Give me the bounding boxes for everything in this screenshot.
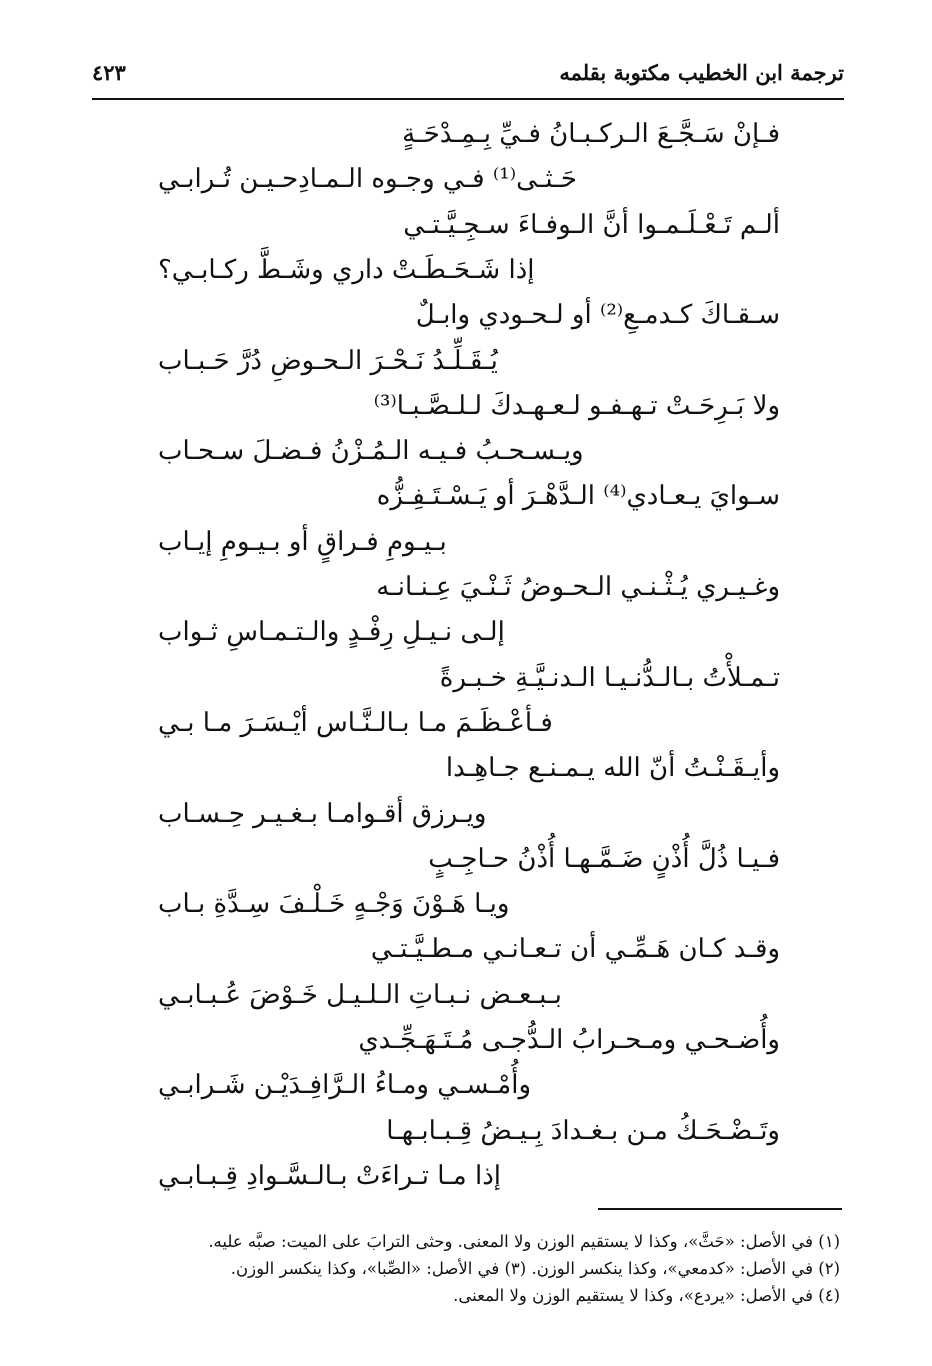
verse-line: سـقـاكَ كـدمـعِ⁽²⁾ أو لـحـودي وابـلٌ	[415, 300, 780, 331]
verse-line: وأيـقَـنْـتُ أنّ الله يـمـنـع جـاهِـدا	[445, 753, 780, 784]
verse-line: سـوايَ يـعـادي⁽⁴⁾ الـدَّهْـرَ أو يَـسْـتَـفِـزُّه	[376, 481, 780, 512]
header-rule	[92, 98, 844, 100]
verse-line: حَـثـى⁽¹⁾ فـي وجـوه الـمـادِحـيـن تُـرابـي	[158, 164, 577, 195]
verse-line: وأُمْـسـي ومـاءُ الـرَّافِـدَيْـن شَـرابـي	[158, 1070, 532, 1101]
footnote: (١) في الأصل: «حَثَّ»، وكذا لا يستقيم الوزن ولا المعنى. وحثى الترابَ على الميت: صبَّه عليه.	[208, 1232, 840, 1251]
verse-line: ألـم تَـعْـلَـمـوا أنَّ الـوفـاءَ سـجِـيَّـتـي	[403, 209, 780, 240]
footnote: (٤) في الأصل: «يردع»، وكذا لا يستقيم الوزن ولا المعنى.	[453, 1286, 840, 1305]
verse-line: ويـرزق أقـوامـا بـغـيـر حِـسـاب	[158, 798, 487, 829]
running-title: ترجمة ابن الخطيب مكتوبة بقلمه	[559, 60, 844, 85]
verse-line: إذا مـا تـراءَتْ بـالـسَّـوادِ قِـبـابـي	[158, 1160, 501, 1191]
page-number: ٤٢٣	[92, 60, 126, 85]
verse-line: فـأعْـظَـمَ مـا بـالـنَّـاس أيْـسَـرَ مـا بـي	[158, 707, 553, 738]
verse-line: ويـا هَـوْنَ وَجْـهٍ خَـلْـفَ سِـدَّةِ بـاب	[158, 889, 510, 920]
footnote: (٢) في الأصل: «كدمعي»، وكذا ينكسر الوزن. (٣) في الأصل: «الصِّبا»، وكذا ينكسر الوزن.	[230, 1259, 840, 1278]
verse-line: فـإنْ سَـجَّـعَ الـركـبـانُ فـيِّ بِـمِـدْحَـةٍ	[402, 119, 780, 149]
verse-line: يُـقَـلِّـدُ نَـحْـرَ الـحـوضِ دُرَّ حَـبـاب	[158, 345, 498, 376]
footnote-rule	[598, 1208, 842, 1210]
page-header	[92, 60, 844, 98]
verse-line: ولا بَـرِحَـتْ تـهـفـو لـعـهـدكَ لـلـصَّـبـا⁽³⁾	[373, 390, 780, 421]
verse-line: تـمـلأْتُ بـالـدُّنـيـا الـدنـيَّـةِ خـبـرةً	[439, 662, 780, 693]
verse-line: وقـد كـان هَـمِّـي أن تـعـانـي مـطـيَّـتـي	[370, 934, 780, 965]
verse-line: وتَـضْـحَـكُ مـن بـغـدادَ بِـيـضُ قِـبـابـهـا	[386, 1115, 780, 1146]
verse-line: فـيـا ذُلَّ أُذْنٍ ضَـمَّـهـا أُذْنُ حـاجِـبٍ	[428, 843, 780, 874]
verse-line: إذا شَـحَـطَـتْ داري وشَـطَّ ركـابـي؟	[158, 254, 535, 285]
verse-line: وأُضـحـي ومـحـرابُ الـدُّجـى مُـتَـهَـجِّـدي	[358, 1025, 780, 1055]
verse-line: بـبـعـض نـبـاتِ الـلـيـل خَـوْضَ عُـبـابـي	[158, 979, 562, 1010]
verse-line: إلـى نـيـلِ رِفْـدٍ والـتـمـاسِ ثـواب	[158, 617, 505, 648]
verse-line: بـيـومِ فـراقٍ أو بـيـومِ إيـاب	[158, 526, 447, 557]
verse-line: وغـيـري يُـثْـنـي الـحـوضُ ثَـنْـيَ عِـنـانـه	[376, 572, 780, 602]
verse-line: ويـسـحـبُ فـيـه الـمُـزْنُ فـضـلَ سـحـاب	[158, 436, 584, 467]
